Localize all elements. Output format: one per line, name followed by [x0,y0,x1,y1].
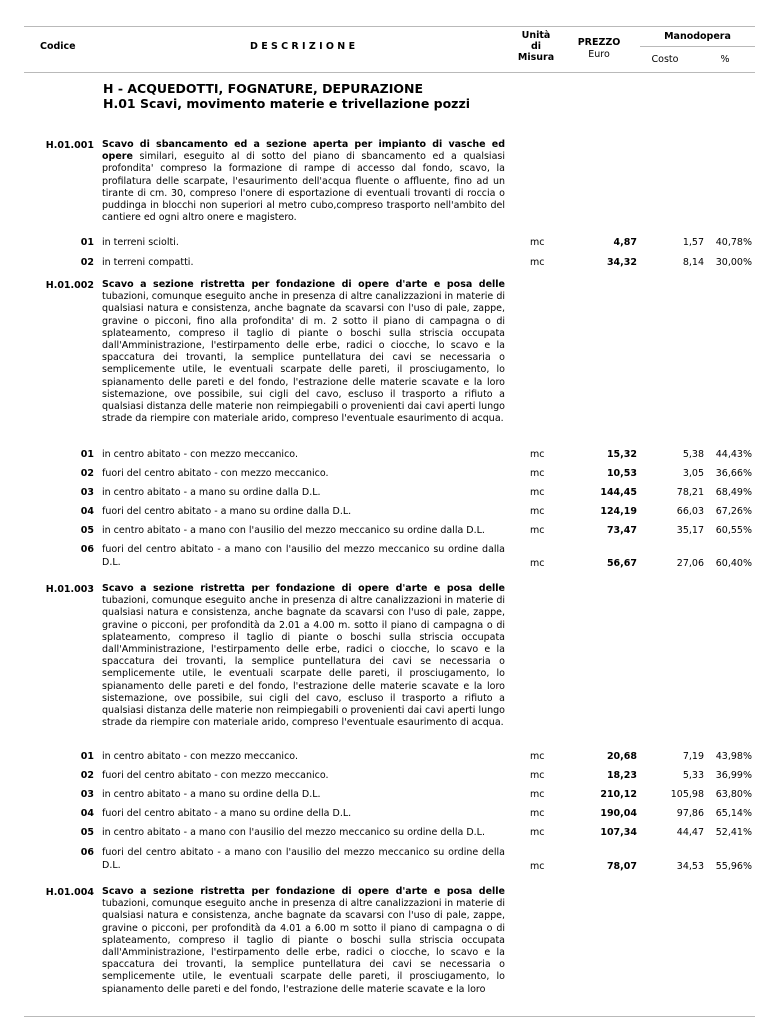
item-body: tubazioni, comunque eseguito anche in presenza di altre canalizzazioni in materie di qualsiasi natura e consistenza, anche bagnate da scavarsi con l'uso di pale, zappe, gravine o picconi, per profondità da 2.01 a 4.00 m. sotto il piano di campagna o di splateamento, compreso il taglio di piante o boschi sulla striscia occupata dall'Amministrazione, l'estirpamento delle erbe, radici o ciocche, lo scavo e la spaccatura dei trovanti, la semplice puntellatura dei cavi se necessaria o semplicemente utile, le eventuali scarpate delle pareti, il prosciugamento, lo spianamento delle pareti e del fondo, l'estrazione delle materie scavate e la loro sistemazione, ove possibile, sui cigli del cavo, escluso il trasporto a rifiuto a qualsiasi distanza delle materie non reimpiegabili o provenienti dai cavi aperti lungo strade da riempire con materiale arido, compreso l'eventuale esaurimento di acqua. [102,595,505,729]
item-code: H.01.003 [45,584,94,595]
header-euro: Euro [588,49,610,60]
row-price: 210,12 [600,789,637,800]
row-price: 124,19 [600,506,637,517]
row-price: 78,07 [606,861,637,872]
row-sub: 03 [80,487,94,498]
row-cost: 5,38 [682,449,704,460]
item-code: H.01.002 [45,280,94,291]
section-title: H - ACQUEDOTTI, FOGNATURE, DEPURAZIONE [103,81,424,96]
row-cost: 97,86 [676,808,704,819]
row-pct: 43,98% [715,751,752,762]
item-title: Scavo a sezione ristretta per fondazione di opere d'arte e posa delle [102,279,505,290]
row-desc: fuori del centro abitato - con mezzo meccanico. [102,770,329,781]
row-desc: in centro abitato - con mezzo meccanico. [102,449,298,460]
row-unit: mc [530,861,545,872]
row-sub: 02 [80,770,94,781]
row-pct: 36,66% [715,468,752,479]
row-sub: 04 [80,808,94,819]
row-desc: fuori del centro abitato - con mezzo meccanico. [102,468,329,479]
row-pct: 68,49% [715,487,752,498]
row-pct: 67,26% [715,506,752,517]
item-title: Scavo di sbancamento ed a sezione aperta per impianto di vasche ed opere [102,139,505,163]
row-pct: 65,14% [715,808,752,819]
row-price: 15,32 [606,449,637,460]
row-price: 144,45 [600,487,637,498]
row-sub: 01 [80,237,94,248]
row-desc: in centro abitato - a mano su ordine dalla D.L. [102,487,321,498]
row-desc: fuori del centro abitato - a mano su ordine dalla D.L. [102,506,352,517]
row-price: 56,67 [606,558,637,569]
row-price: 18,23 [606,770,637,781]
header-manodopera-rule [640,46,755,47]
row-desc: fuori del centro abitato - a mano su ordine della D.L. [102,808,352,819]
row-sub: 06 [80,847,94,858]
item-body: tubazioni, comunque eseguito anche in presenza di altre canalizzazioni in materie di qualsiasi natura e consistenza, anche bagnate da scavarsi con l'uso di pale, zappe, gravine o picconi, per profondità da 4.01 a 6.00 m sotto il piano di campagna o di splateamento, compreso il taglio di piante o boschi sulla striscia occupata dall'Amministrazione, l'estirpamento delle erbe, radici o ciocche, lo scavo e la spaccatura dei trovanti, la semplice puntellatura dei cavi se necessaria o semplicemente utile, le eventuali scarpate delle pareti, il prosciugamento, lo spianamento delle pareti e del fondo, l'estrazione delle materie scavate e la loro [102,898,505,995]
row-cost: 78,21 [676,487,704,498]
row-unit: mc [530,751,545,762]
row-pct: 44,43% [715,449,752,460]
row-price: 34,32 [606,257,637,268]
row-cost: 7,19 [682,751,704,762]
row-sub: 02 [80,468,94,479]
row-sub: 03 [80,789,94,800]
row-cost: 8,14 [682,257,704,268]
row-desc: in centro abitato - con mezzo meccanico. [102,751,298,762]
row-sub: 01 [80,751,94,762]
row-unit: mc [530,808,545,819]
row-sub: 06 [80,544,94,555]
row-pct: 63,80% [715,789,752,800]
row-price: 20,68 [606,751,637,762]
header-descrizione: D E S C R I Z I O N E [250,41,356,52]
row-pct: 40,78% [715,237,752,248]
section-subtitle: H.01 Scavi, movimento materie e trivellazione pozzi [103,96,471,111]
row-cost: 44,47 [676,827,704,838]
row-unit: mc [530,487,545,498]
item-description [102,139,505,224]
row-unit: mc [530,237,545,248]
header-prezzo: PREZZO [577,37,621,48]
header-manodopera: Manodopera [664,31,731,42]
row-cost: 5,33 [682,770,704,781]
row-desc: in centro abitato - a mano su ordine della D.L. [102,789,321,800]
item-description [102,886,505,1014]
row-cost: 35,17 [676,525,704,536]
row-sub: 01 [80,449,94,460]
row-price: 10,53 [606,468,637,479]
item-description [102,279,505,425]
row-sub: 04 [80,506,94,517]
header-codice: Codice [40,41,76,52]
row-pct: 60,40% [715,558,752,569]
row-pct: 30,00% [715,257,752,268]
header-bottom-rule [24,72,755,73]
row-cost: 66,03 [676,506,704,517]
row-unit: mc [530,558,545,569]
row-desc: in centro abitato - a mano con l'ausilio del mezzo meccanico su ordine della D.L. [102,827,485,838]
item-body: similari, eseguito al di sotto del piano di sbancamento ed a qualsiasi profondita' compreso la formazione di rampe di accesso dal fondo, scavo, la profilatura delle scarpate, l'esaurimento dell'acqua fluente o affluente, fino ad un tirante di cm. 30, compreso l'onere di esportazione di eventuali trovanti di roccia o puddinga in blocchi non superiori al metro cubo,compreso trasporto nell'ambito del cantiere ed ogni altro onere e magistero. [102,151,505,224]
row-unit: mc [530,506,545,517]
row-unit: mc [530,827,545,838]
header-unita: Unità di Misura [517,30,555,63]
row-cost: 34,53 [676,861,704,872]
row-price: 190,04 [600,808,637,819]
row-unit: mc [530,468,545,479]
row-desc: in terreni sciolti. [102,237,179,248]
row-pct: 52,41% [715,827,752,838]
header-costo: Costo [651,54,679,65]
row-cost: 27,06 [676,558,704,569]
row-unit: mc [530,525,545,536]
footer-rule [24,1016,755,1017]
row-sub: 05 [80,525,94,536]
row-sub: 05 [80,827,94,838]
row-desc: fuori del centro abitato - a mano con l'ausilio del mezzo meccanico su ordine della D.L. [102,847,505,871]
row-desc: in terreni compatti. [102,257,194,268]
row-desc: in centro abitato - a mano con l'ausilio del mezzo meccanico su ordine dalla D.L. [102,525,485,536]
row-price: 4,87 [613,237,637,248]
row-desc: fuori del centro abitato - a mano con l'ausilio del mezzo meccanico su ordine dalla D.L. [102,544,505,568]
header-top-rule [24,26,755,27]
item-title: Scavo a sezione ristretta per fondazione di opere d'arte e posa delle [102,583,505,594]
row-unit: mc [530,449,545,460]
row-sub: 02 [80,257,94,268]
row-price: 73,47 [606,525,637,536]
row-unit: mc [530,770,545,781]
row-pct: 60,55% [715,525,752,536]
item-body: tubazioni, comunque eseguito anche in presenza di altre canalizzazioni in materie di qualsiasi natura e consistenza, anche bagnate da scavarsi con l'uso di pale, zappe, gravine o picconi, fino alla profondita' di m. 2 sotto il piano di campagna o di splateamento, compreso il taglio di piante o boschi sulla striscia occupata dall'Amministrazione, l'estirpamento delle erbe, radici o ciocche, lo scavo e la spaccatura dei trovanti, la semplice puntellatura dei cavi se necessaria o semplicemente utile, le eventuali scarpate delle pareti, il prosciugamento, lo spianamento delle pareti e del fondo, l'estrazione delle materie scavate e la loro sistemazione, ove possibile, sui cigli del cavo, escluso il trasporto a rifiuto a qualsiasi distanza delle materie non reimpiegabili o provenienti dai cavi aperti lungo strade da riempire con materiale arido, compreso l'eventuale esaurimento di acqua. [102,291,505,425]
row-unit: mc [530,257,545,268]
row-cost: 3,05 [682,468,704,479]
row-price: 107,34 [600,827,637,838]
row-pct: 36,99% [715,770,752,781]
header-perc: % [720,54,730,65]
row-cost: 1,57 [682,237,704,248]
item-code: H.01.004 [45,887,94,898]
row-pct: 55,96% [715,861,752,872]
item-description [102,583,505,729]
row-cost: 105,98 [670,789,704,800]
row-unit: mc [530,789,545,800]
item-title: Scavo a sezione ristretta per fondazione di opere d'arte e posa delle [102,886,505,897]
item-code: H.01.001 [45,140,94,151]
